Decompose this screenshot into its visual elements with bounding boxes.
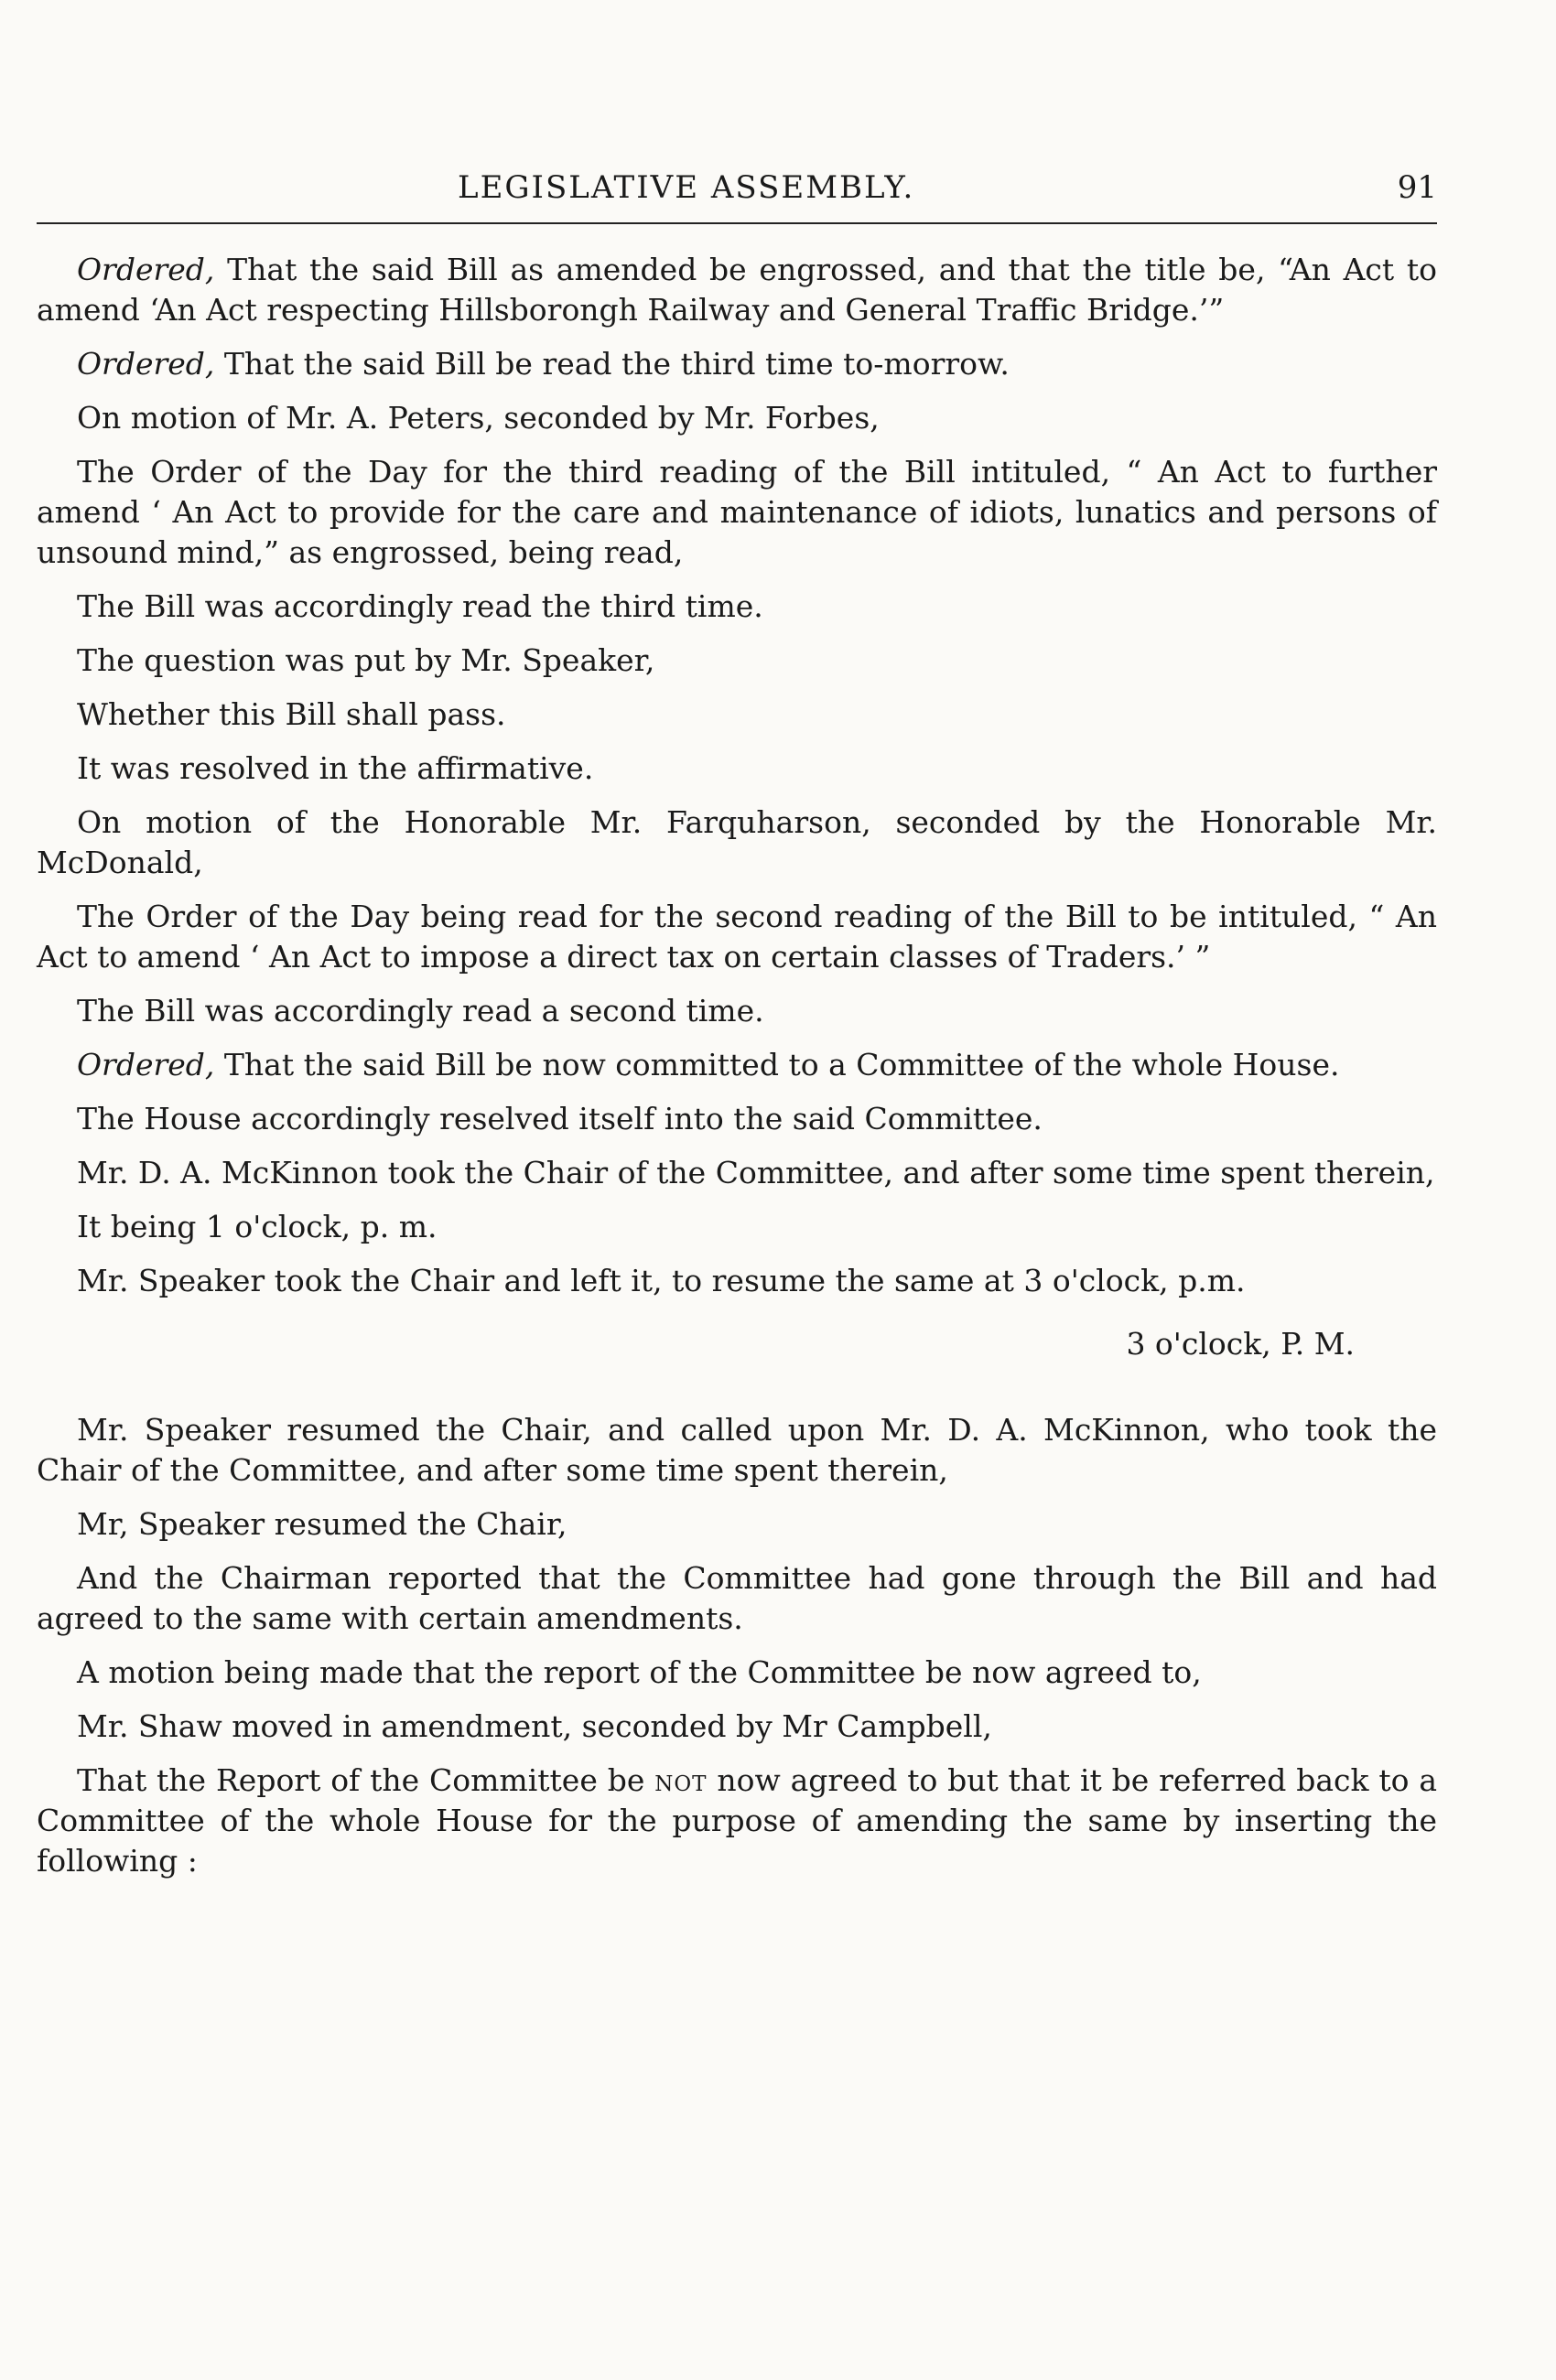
body-text: [37, 250, 1437, 1881]
paragraph-17: Mr. Speaker resumed the Chair, and called upon Mr. D. A. McKinnon, who took the Chair of the Committee, and after some time spent therein,: [37, 1412, 1437, 1488]
paragraph-11: The Bill was accordingly read a second time.: [77, 993, 764, 1028]
paragraph-18: Mr, Speaker resumed the Chair,: [77, 1506, 567, 1542]
ordered-label: Ordered,: [77, 1047, 215, 1082]
paragraph-20: A motion being made that the report of the Committee be now agreed to,: [77, 1654, 1202, 1690]
paragraph-16: Mr. Speaker took the Chair and left it, to resume the same at 3 o'clock, p.m.: [77, 1263, 1246, 1298]
paragraph-9: On motion of the Honorable Mr. Farquharson, seconded by the Honorable Mr. McDonald,: [37, 804, 1437, 880]
paragraph-5: The Bill was accordingly read the third time.: [77, 588, 763, 624]
paragraph-13: The House accordingly reselved itself into the said Committee.: [77, 1101, 1043, 1136]
page-header: [37, 169, 1437, 215]
ordered-label: Ordered,: [77, 346, 215, 382]
ordered-label: Ordered,: [77, 252, 215, 287]
not-emphasis: not: [654, 1762, 708, 1798]
paragraph-3: On motion of Mr. A. Peters, seconded by Mr. Forbes,: [77, 400, 880, 436]
running-head: LEGISLATIVE ASSEMBLY.: [458, 169, 915, 206]
paragraph-1: Ordered, That the said Bill as amended be engrossed, and that the title be, “An Act to amend ‘An Act respecting Hillsborongh Railway and General Traffic Bridge.’”: [37, 252, 1437, 328]
paragraph-19: And the Chairman reported that the Committee had gone through the Bill and had agreed to the same with certain amendments.: [37, 1560, 1437, 1636]
paragraph-7: Whether this Bill shall pass.: [77, 696, 506, 732]
page-number: 91: [1397, 169, 1437, 206]
paragraph-4: The Order of the Day for the third reading of the Bill intituled, “ An Act to further amend ‘ An Act to provide for the care and maintenance of idiots, lunatics and persons of unsound mind,” as engrossed, being read,: [37, 454, 1437, 570]
paragraph-14: Mr. D. A. McKinnon took the Chair of the Committee, and after some time spent therein,: [77, 1155, 1435, 1190]
paragraph-21: Mr. Shaw moved in amendment, seconded by Mr Campbell,: [77, 1708, 992, 1744]
paragraph-6: The question was put by Mr. Speaker,: [77, 642, 655, 678]
paragraph-15: It being 1 o'clock, p. m.: [77, 1209, 438, 1244]
paragraph-8: It was resolved in the affirmative.: [77, 750, 594, 786]
time-marker: 3 o'clock, P. M.: [1126, 1326, 1355, 1362]
paragraph-10: The Order of the Day being read for the second reading of the Bill to be intituled, “ An Act to amend ‘ An Act to impose a direct tax on certain classes of Traders.’ ”: [37, 899, 1437, 975]
header-rule: [37, 222, 1437, 224]
document-page: [37, 169, 1437, 1895]
paragraph-12: Ordered, That the said Bill be now committed to a Committee of the whole House.: [77, 1047, 1340, 1082]
paragraph-22: That the Report of the Committee be not now agreed to but that it be referred back to a Committee of the whole House for the purpose of amending the same by inserting the following :: [37, 1762, 1437, 1879]
paragraph-2: Ordered, That the said Bill be read the third time to-morrow.: [77, 346, 1010, 382]
